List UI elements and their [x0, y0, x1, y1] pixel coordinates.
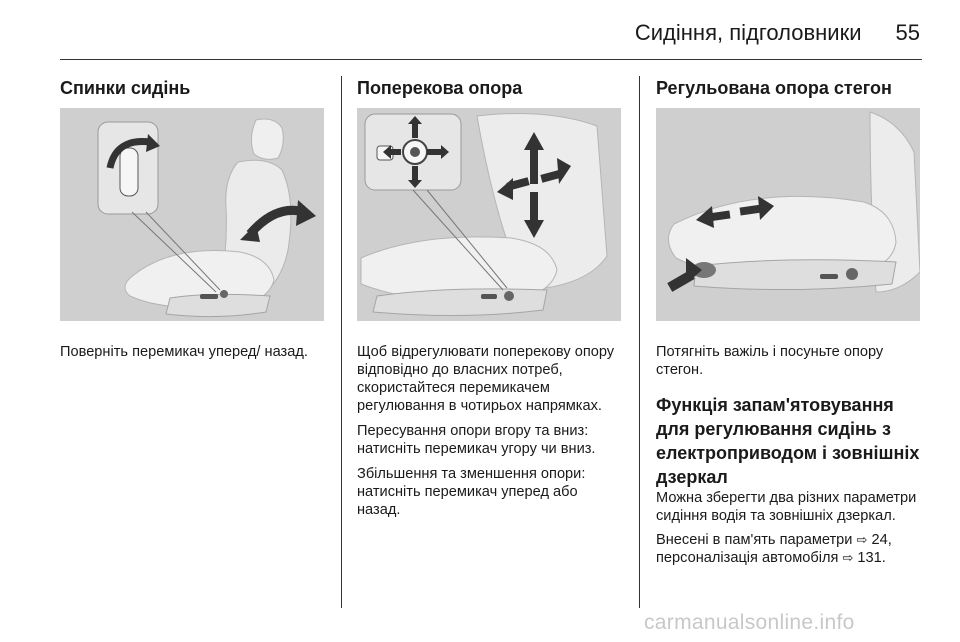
- watermark: carmanualsonline.info: [644, 611, 855, 634]
- page-header: [60, 16, 920, 50]
- column-divider: [639, 76, 640, 608]
- text: Внесені в пам'ять параметри: [656, 532, 853, 548]
- paragraph: Поверніть перемикач уперед/ назад.: [60, 344, 308, 360]
- text: персоналізація автомобіля: [656, 550, 839, 566]
- column-backrest: [60, 76, 326, 361]
- paragraph: Збільшення та зменшення опори: натисніть перемикач уперед або назад.: [357, 466, 586, 518]
- paragraph: Потягніть важіль і посуньте опору стегон.: [656, 344, 884, 378]
- column-divider: [341, 76, 342, 608]
- column-thigh-support: [656, 76, 922, 567]
- header-divider: [60, 59, 922, 60]
- lumbar-support-illustration: [357, 108, 621, 321]
- lumbar-support-figure: [357, 108, 621, 321]
- page-number: 55: [895, 20, 920, 45]
- page-reference-link[interactable]: 131.: [857, 550, 886, 566]
- thigh-support-illustration: [656, 108, 920, 321]
- paragraph: Пересування опори вгору та вниз: натисніть перемикач угору чи вниз.: [357, 423, 596, 457]
- column-lumbar: [357, 76, 623, 519]
- section-heading-lumbar: Поперекова опора: [357, 78, 523, 98]
- paragraph-with-references: [656, 531, 922, 567]
- seat-backrest-figure: [60, 108, 324, 321]
- section-heading-thigh-support: Регульована опора стегон: [656, 78, 892, 98]
- page-reference-arrow-icon: ⇨: [842, 550, 854, 565]
- paragraph: Можна зберегти два різних параметри сидіння водія та зовнішніх дзеркал.: [656, 490, 917, 524]
- thigh-support-figure: [656, 108, 920, 321]
- page-reference-link[interactable]: 24,: [871, 532, 892, 548]
- paragraph: Щоб відрегулювати поперекову опору відповідно до власних потреб, скористайтеся перемикачем регулювання в чотирьох напрямках.: [357, 344, 615, 414]
- page-reference-arrow-icon: ⇨: [856, 532, 868, 547]
- subsection-heading-memory: Функція запам'ятовування для регулювання сидінь з електроприводом і зовнішніх дзеркал: [656, 395, 920, 487]
- section-heading-backrest: Спинки сидінь: [60, 78, 191, 98]
- seat-backrest-illustration: [60, 108, 324, 321]
- page-title: Сидіння, підголовники: [634, 20, 862, 45]
